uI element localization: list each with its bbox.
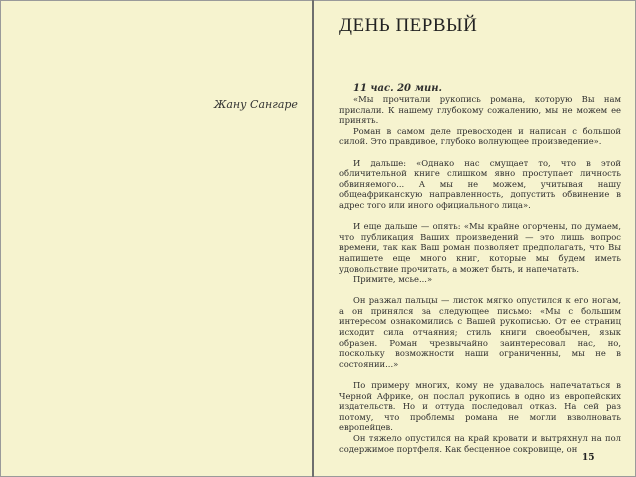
paragraph-gap [339,147,621,158]
paragraph: По примеру многих, кому не удавалось напечататься в Черной Африке, он послал рукопись в одно из европейских издательств. Но и оттуда последовал отказ. На сей раз потому, что проблемы романа не могли взволновать европейцев. [339,380,621,433]
paragraph: Роман в самом деле превосходен и написан с большой силой. Это правдивое, глубоко волнующее произведение». [339,125,621,147]
time-heading: 11 час. 20 мин. [353,83,443,94]
paragraph-gap [339,369,621,380]
body-text [339,83,621,454]
dedication: Жану Сангаре [214,98,298,111]
right-page [314,1,635,476]
paragraph: «Мы прочитали рукопись романа, которую Вы нам прислали. К нашему глубокому сожалению, мы не можем ее принять. [339,94,621,126]
paragraph: Он разжал пальцы — листок мягко опустился к его ногам, а он принялся за следующее письмо: «Мы с большим интересом ознакомились с Вашей рукописью. От ее страниц исходит сила отчаяния; стиль книги своеобычен, язык образен. Роман чрезвычайно заинтересовал нас, но, поскольку возможности наши ограниченны, мы не в состоянии...» [339,295,621,369]
page-number: 15 [582,453,595,463]
paragraph-gap [339,285,621,296]
paragraph: Примите, мсье...» [353,274,433,285]
left-page [1,1,312,476]
chapter-title: ДЕНЬ ПЕРВЫЙ [339,15,478,36]
paragraph: И еще дальше — опять: «Мы крайне огорчены, по думаем, что публикация Ваших произведений — это лишь вопрос времени, так как Ваш роман позволяет предполагать, что Вы напишете еще много книг, которые мы будем иметь удовольствие прочитать, а может быть, и напечатать. [339,221,621,274]
paragraph: Он тяжело опустился на край кровати и вытряхнул на пол содержимое портфеля. Как бесценное сокровище, он [339,433,621,454]
paragraph-gap [339,211,621,222]
paragraph: И дальше: «Однако нас смущает то, что в этой обличительной книге слишком явно проступает личность обвиняемого... А мы не можем, учитывая нашу общеафриканскую направленность, допустить обвинение в адрес того или иного официального лица». [339,157,621,210]
